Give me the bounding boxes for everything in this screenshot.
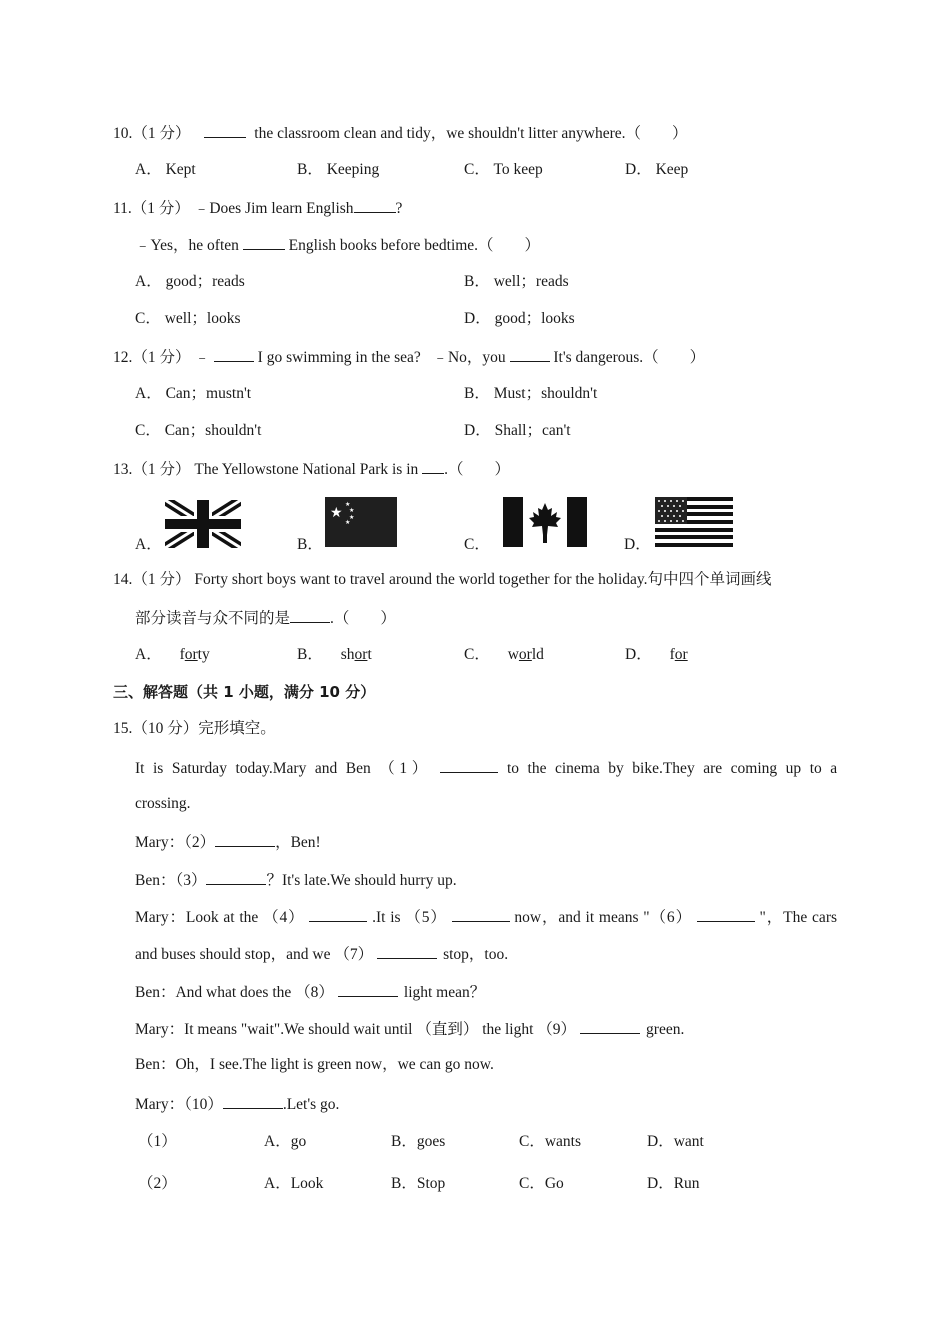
- q15-word: coming: [730, 760, 778, 777]
- q15-line-5: [135, 943, 508, 965]
- q15-blank-8: [338, 981, 398, 997]
- q15-line-5-end: stop，too.: [443, 946, 509, 963]
- q11-line1-end: ?: [395, 200, 403, 217]
- q12-option-b[interactable]: [464, 384, 597, 404]
- q12-stem: [113, 346, 705, 368]
- q15-word: a: [830, 760, 838, 777]
- option-letter: C．: [135, 422, 161, 439]
- option-word-end: ty: [197, 646, 210, 663]
- q15-line-5-text: and buses should stop，and we （7）: [135, 946, 374, 963]
- option-letter: C．: [464, 536, 490, 553]
- q15-word: Mary：Look at the: [135, 909, 259, 926]
- q15-blank-3: [206, 869, 266, 885]
- q10-blank: [204, 122, 246, 138]
- option-letter: D．: [624, 536, 651, 553]
- q15-paragraph-line1: [135, 757, 837, 779]
- q15-line-3-end: ？It's late.We should hurry up.: [266, 872, 457, 889]
- option-letter: D．: [464, 422, 491, 439]
- q15-word: to: [809, 760, 822, 777]
- q13-option-c[interactable]: [464, 535, 490, 555]
- q15-word: （5）: [405, 909, 447, 926]
- q13-option-b[interactable]: [297, 535, 323, 555]
- option-word-underlined: or: [184, 646, 198, 663]
- q15-word: now，and it means "（6）: [514, 909, 692, 926]
- option-text: Keep: [655, 161, 689, 178]
- option-letter: C．: [135, 310, 161, 327]
- q15-word: Ben: [345, 760, 371, 777]
- option-text: well；looks: [164, 310, 241, 327]
- q15-word: cinema: [554, 760, 600, 777]
- option-letter: D．: [625, 161, 652, 178]
- q15-line-7-end: green.: [646, 1021, 685, 1038]
- option-text: good；looks: [494, 310, 575, 327]
- q15-word: It: [135, 760, 145, 777]
- q11-blank-1: [354, 197, 396, 213]
- q15-choice-2-option-b[interactable]: B．Stop: [391, 1175, 446, 1192]
- q15-line-6-text: Ben：And what does the （8）: [135, 984, 334, 1001]
- q13-blank: [422, 458, 444, 474]
- q10-option-b[interactable]: [297, 160, 379, 180]
- q15-blank-9: [580, 1018, 640, 1034]
- q11-line2-text: ﹣Yes，he often: [135, 237, 239, 254]
- q14-number: 14.（1 分）: [113, 571, 191, 588]
- usa-flag-icon: [655, 497, 733, 547]
- q15-word: （1）: [379, 760, 432, 777]
- q15-line-8: Ben：Oh，I see.The light is green now，we can go now.: [135, 1056, 494, 1073]
- option-letter: B．: [297, 536, 323, 553]
- q15-choice-1-option-a[interactable]: A．go: [264, 1133, 307, 1150]
- q15-word: .It is: [372, 909, 401, 926]
- q15-choice-1-option-c[interactable]: C．wants: [519, 1133, 582, 1150]
- q12-text-3: It's dangerous.（ ）: [553, 349, 706, 366]
- q15-word: and: [314, 760, 338, 777]
- option-text: Kept: [165, 161, 196, 178]
- svg-text:★: ★: [330, 505, 343, 521]
- option-word-end: ld: [531, 646, 544, 663]
- option-text: Must；shouldn't: [493, 385, 598, 402]
- option-text: well；reads: [493, 273, 569, 290]
- option-word-underlined: or: [354, 646, 368, 663]
- q15-word: "，The cars: [759, 909, 838, 926]
- q13-stem: [113, 458, 510, 480]
- q11-number: 11.（1 分）: [113, 200, 190, 217]
- option-word-start: w: [507, 646, 519, 663]
- q15-line-2: [135, 831, 321, 853]
- q15-word: to: [506, 760, 520, 777]
- q14-stem: [113, 570, 772, 590]
- q11-option-c[interactable]: [135, 309, 241, 329]
- q12-dash: ﹣: [194, 349, 210, 366]
- option-word-underlined: or: [518, 646, 532, 663]
- q15-blank: [440, 757, 498, 773]
- q10-stem: [113, 122, 688, 144]
- q13-option-a[interactable]: [135, 535, 162, 555]
- q13-option-d[interactable]: [624, 535, 651, 555]
- q11-line1-text: ﹣Does Jim learn English: [193, 200, 354, 217]
- option-letter: B．: [297, 161, 323, 178]
- q12-number: 12.（1 分）: [113, 349, 191, 366]
- option-letter: B．: [464, 273, 490, 290]
- q10-option-c[interactable]: [464, 160, 543, 180]
- q12-option-d[interactable]: [464, 421, 571, 441]
- q12-text-2: ﹣No，you: [432, 349, 506, 366]
- q15-word: by: [608, 760, 624, 777]
- q13-end: .（ ）: [444, 461, 511, 478]
- option-text: Can；mustn't: [165, 385, 252, 402]
- q15-line-9-text: Mary：（10）: [135, 1096, 223, 1113]
- q11-option-d[interactable]: [464, 309, 575, 329]
- q15-word: up: [785, 760, 802, 777]
- q12-option-c[interactable]: [135, 421, 261, 441]
- q15-word: today.Mary: [235, 760, 307, 777]
- q15-heading: 15.（10 分）完形填空。: [113, 720, 276, 737]
- q15-choice-2-number: （2）: [138, 1175, 177, 1192]
- q11-stem: [113, 197, 402, 219]
- q15-blank: [452, 906, 510, 922]
- option-letter: B．: [297, 646, 323, 663]
- option-text: Shall；can't: [494, 422, 571, 439]
- q15-blank: [697, 906, 755, 922]
- q13-number: 13.（1 分）: [113, 461, 191, 478]
- q10-text: the classroom clean and tidy，we shouldn't litter anywhere.（ ）: [254, 125, 688, 142]
- option-letter: A．: [135, 385, 162, 402]
- q13-text: The Yellowstone National Park is in: [194, 461, 419, 478]
- q11-blank-2: [243, 234, 285, 250]
- svg-text:★: ★: [349, 514, 355, 521]
- option-letter: A．: [135, 161, 162, 178]
- q15-word: bike.They: [632, 760, 695, 777]
- q15-choice-2-option-a[interactable]: A．Look: [264, 1175, 324, 1192]
- q15-choice-1-option-b[interactable]: B．goes: [391, 1133, 446, 1150]
- uk-flag-icon: [165, 500, 241, 548]
- option-word-end: t: [367, 646, 372, 663]
- q15-word: （4）: [263, 909, 305, 926]
- q15-word: Saturday: [171, 760, 227, 777]
- q11-line2-end: English books before bedtime.（ ）: [288, 237, 541, 254]
- q12-option-a[interactable]: [135, 384, 251, 404]
- option-letter: B．: [464, 385, 490, 402]
- q15-paragraph-line1-end: crossing.: [135, 795, 191, 812]
- q14-option-a[interactable]: [135, 645, 210, 665]
- option-word-start: sh: [340, 646, 355, 663]
- q11-option-a[interactable]: [135, 272, 245, 292]
- q15-line-9: [135, 1093, 339, 1115]
- q10-option-d[interactable]: [625, 160, 688, 180]
- q15-line-3-text: Ben：（3）: [135, 872, 207, 889]
- q11-option-b[interactable]: [464, 272, 569, 292]
- option-letter: D．: [464, 310, 491, 327]
- q15-line-7-text: Mary：It means "wait".We should wait until （直到） the light （9）: [135, 1021, 577, 1038]
- q15-line-2-end: ，Ben!: [275, 834, 321, 851]
- q15-choice-2-option-d[interactable]: D．Run: [647, 1175, 700, 1192]
- q15-blank: [309, 906, 367, 922]
- option-text: Keeping: [326, 161, 380, 178]
- svg-text:★: ★: [345, 501, 351, 508]
- q12-blank-1: [214, 346, 254, 362]
- q15-line-2-text: Mary：（2）: [135, 834, 216, 851]
- option-text: Can；shouldn't: [164, 422, 262, 439]
- q15-line-7: [135, 1018, 684, 1040]
- q14-option-c[interactable]: [464, 645, 544, 665]
- q14-line2-text: 部分读音与众不同的是: [135, 610, 291, 627]
- q15-blank-2: [215, 831, 275, 847]
- option-letter: D．: [625, 646, 652, 663]
- q12-text-1: I go swimming in the sea?: [257, 349, 421, 366]
- q15-choice-1-number: （1）: [138, 1133, 177, 1150]
- q14-blank: [290, 607, 330, 623]
- q14-option-d[interactable]: [625, 645, 688, 665]
- q14-option-b[interactable]: [297, 645, 372, 665]
- q15-line-6: [135, 981, 485, 1003]
- option-letter: A．: [135, 273, 162, 290]
- q15-line-6-end: light mean？: [403, 984, 486, 1001]
- q15-blank-10: [223, 1093, 283, 1109]
- q10-number: 10.（1 分）: [113, 125, 191, 142]
- canada-flag-icon: [503, 497, 587, 547]
- svg-text:★: ★: [349, 507, 355, 514]
- q15-word: is: [152, 760, 164, 777]
- option-letter: A．: [135, 646, 162, 663]
- q10-option-a[interactable]: [135, 160, 196, 180]
- q11-line2: [135, 234, 540, 256]
- option-word-start: f: [669, 646, 675, 663]
- option-text: good；reads: [165, 273, 245, 290]
- q15-line-9-end: .Let's go.: [282, 1096, 340, 1113]
- option-text: To keep: [493, 161, 543, 178]
- q15-choice-1-option-d[interactable]: D．want: [647, 1133, 704, 1150]
- svg-text:★: ★: [345, 519, 351, 526]
- q15-choice-2-option-c[interactable]: C．Go: [519, 1175, 564, 1192]
- option-word-start: f: [179, 646, 185, 663]
- china-flag-icon: [325, 497, 397, 547]
- option-letter: C．: [464, 161, 490, 178]
- option-word-underlined: or: [674, 646, 688, 663]
- q15-line-3: [135, 869, 457, 891]
- q15-word: are: [703, 760, 723, 777]
- q15-line-4: [135, 906, 837, 928]
- q15-blank-7: [377, 943, 437, 959]
- q14-line2: [135, 607, 396, 629]
- section-3-heading: 三、解答题（共 1 小题，满分 10 分）: [113, 683, 376, 701]
- option-letter: C．: [464, 646, 490, 663]
- q14-text: Forty short boys want to travel around the world together for the holiday.句中四个单词画线: [194, 571, 772, 588]
- q14-line2-end: .（ ）: [330, 610, 396, 627]
- q15-word: the: [527, 760, 547, 777]
- option-letter: A．: [135, 536, 162, 553]
- q12-blank-2: [510, 346, 550, 362]
